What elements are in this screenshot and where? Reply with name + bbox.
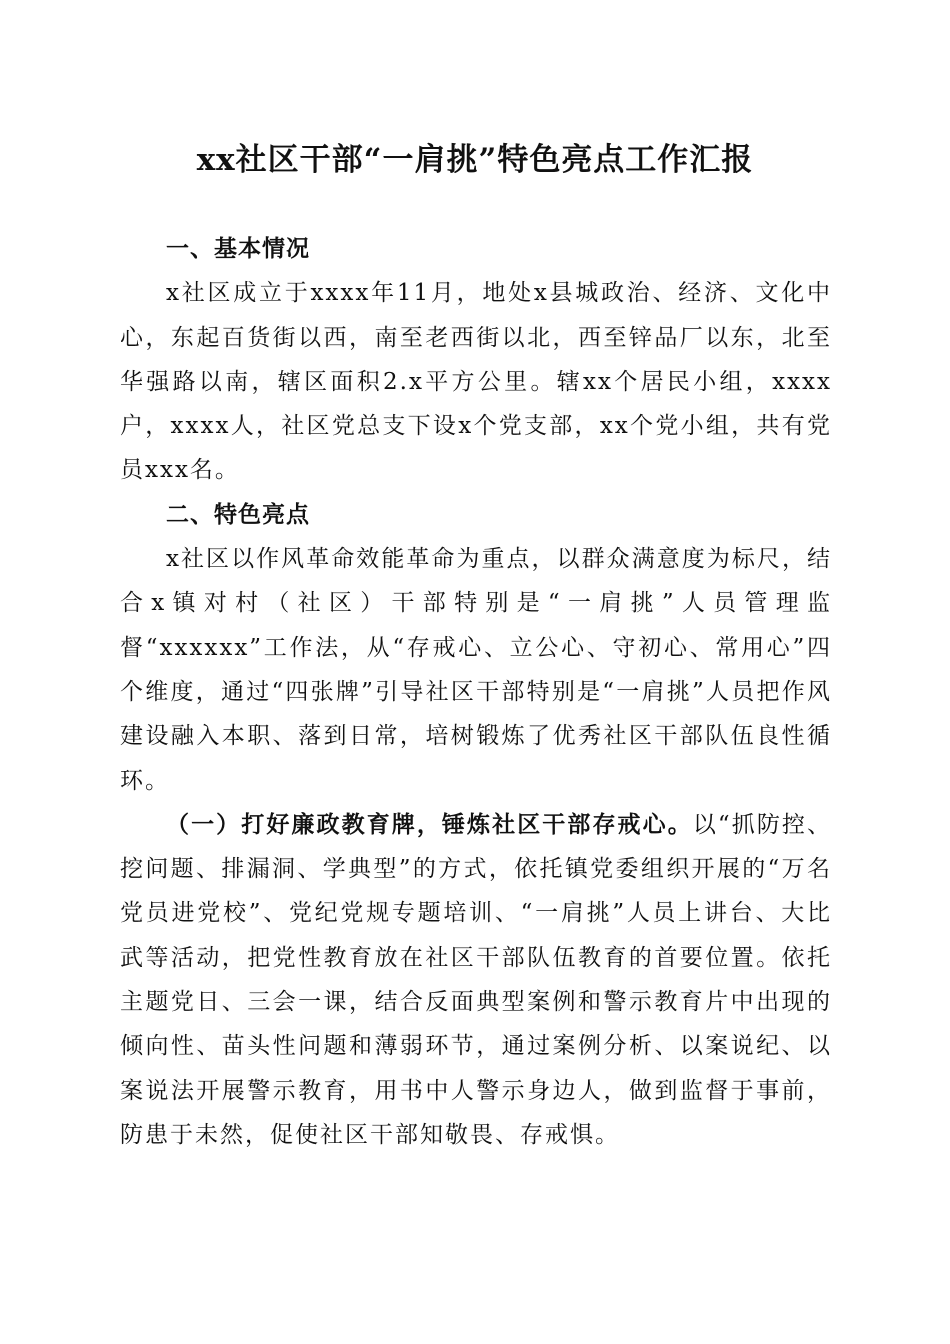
paragraph-basic-info: x社区成立于xxxx年11月，地处x县城政治、经济、文化中心，东起百货街以西，南至老西街以北，西至锌品厂以东，北至华强路以南，辖区面积2.x平方公里。辖xx个居民小组，xxxx户，xxxx人，社区党总支下设x个党支部，xx个党小组，共有党员xxx名。: [120, 280, 832, 484]
document-body: [120, 227, 832, 1157]
paragraph-integrity-education: [120, 803, 832, 1157]
section-heading-basic-info: 一、基本情况: [166, 236, 310, 262]
section-heading-highlights: 二、特色亮点: [166, 501, 310, 528]
subsection-text-integrity-education: 以“抓防控、挖问题、排漏洞、学典型”的方式，依托镇党委组织开展的“万名党员进党校”、党纪党规专题培训、“一肩挑”人员上讲台、大比武等活动，把党性教育放在社区干部队伍教育的首要位置。依托主题党日、三会一课，结合反面典型案例和警示教育片中出现的倾向性、苗头性问题和薄弱环节，通过案例分析、以案说纪、以案说法开展警示教育，用书中人警示身边人，做到监督于事前，防患于未然，促使社区干部知敬畏、存戒惧。: [120, 811, 833, 1148]
paragraph-highlights: x社区以作风革命效能革命为重点，以群众满意度为标尺，结合x镇对村（社区）干部特别是“一肩挑”人员管理监督“xxxxxx”工作法，从“存戒心、立公心、守初心、常用心”四个维度，通过“四张牌”引导社区干部特别是“一肩挑”人员把作风建设融入本职、落到日常，培树锻炼了优秀社区干部队伍良性循环。: [120, 546, 832, 794]
document-title: xx社区干部“一肩挑”特色亮点工作汇报: [196, 142, 754, 178]
subsection-heading-integrity-education: （一）打好廉政教育牌，锤炼社区干部存戒心。: [166, 810, 693, 838]
